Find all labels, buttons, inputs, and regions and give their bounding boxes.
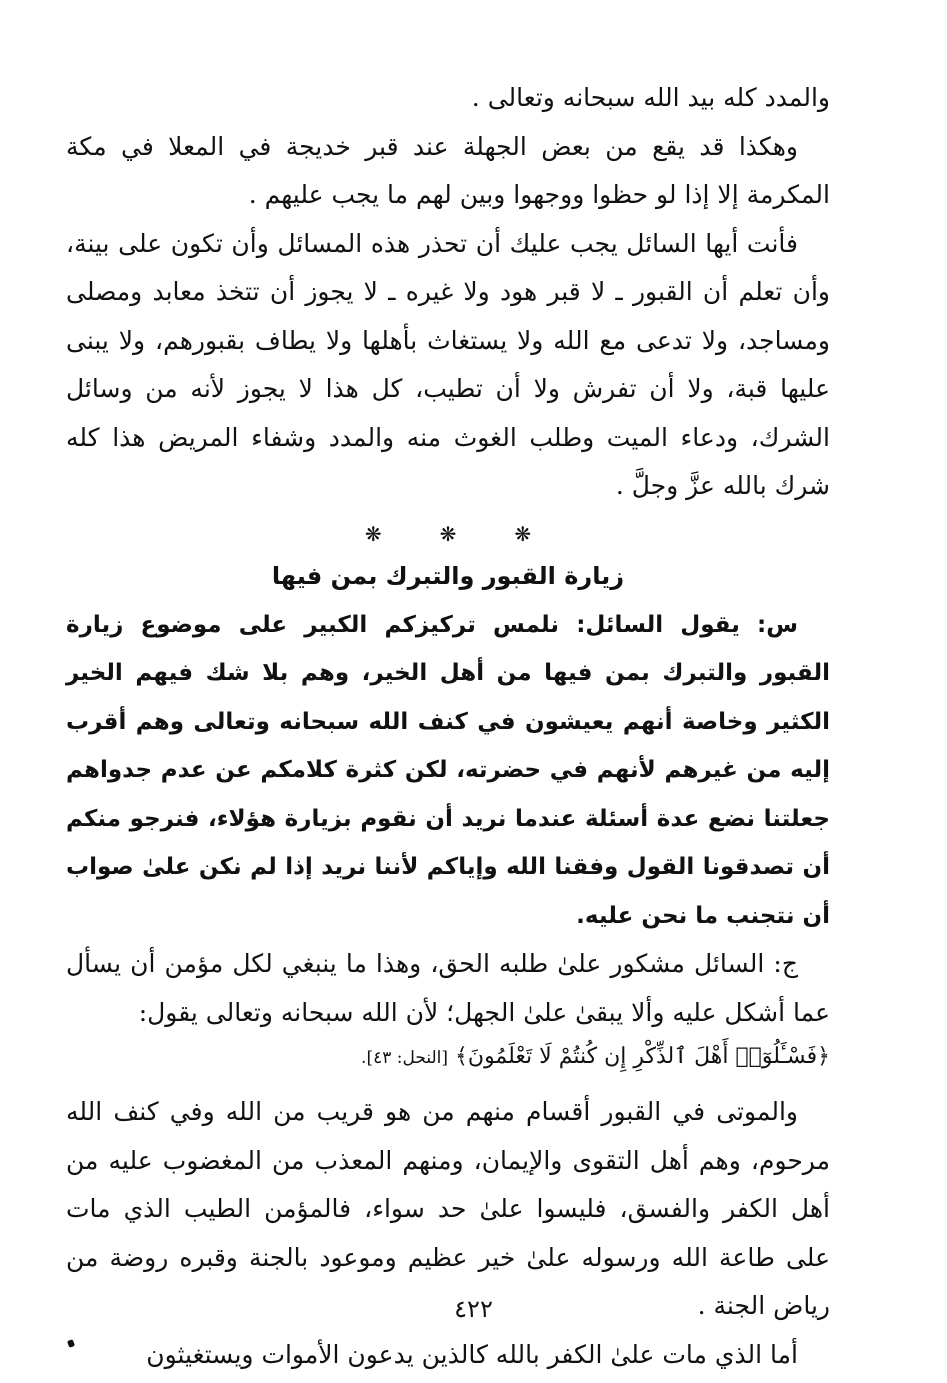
paragraph-bottom-1: والموتى في القبور أقسام منهم من هو قريب من الله وفي كنف الله مرحوم، وهم أهل التقوى والإيمان، ومنهم المعذب من المغضوب عليه من أهل الكفر والفسق، فليسوا علىٰ حد سواء، فالمؤمن الطيب الذي مات على طاعة الله ورسوله علىٰ خير عظيم وموعود بالجنة وقبره روضة من رياض الجنة .	[66, 1097, 830, 1320]
answer-paragraph: ج: السائل مشكور علىٰ طلبه الحق، وهذا ما ينبغي لكل مؤمن أن يسأل عما أشكل عليه وألا يبقىٰ علىٰ الجهل؛ لأن الله سبحانه وتعالى يقول:	[66, 949, 830, 1027]
verse-text: ﴿فَسْـَٔلُوٓا۟ أَهْلَ ٱلذِّكْرِ إِن كُنتُمْ لَا تَعْلَمُونَ﴾	[455, 1044, 830, 1069]
paragraph-top-1: والمدد كله بيد الله سبحانه وتعالى .	[471, 83, 830, 112]
page-body	[66, 74, 830, 1379]
paragraph-bottom-2: أما الذي مات علىٰ الكفر بالله كالذين يدعون الأموات ويستغيثون	[146, 1339, 798, 1369]
verse-reference: [النحل: ٤٣].	[361, 1048, 449, 1068]
separator-star: ❋	[439, 521, 457, 546]
page-number: ٤٢٢	[454, 1295, 493, 1323]
section-separator	[66, 517, 830, 551]
separator-star: ❋	[514, 521, 532, 546]
question-paragraph: س: يقول السائل: نلمس تركيزكم الكبير على موضوع زيارة القبور والتبرك بمن فيها من أهل الخير، وهم بلا شك فيهم الخير الكثير وخاصة أنهم يعيشون في كنف الله سبحانه وتعالى وهم أقرب إليه من غيرهم لأنهم في حضرته، لكن كثرة كلامكم عن عدم جدواهم جعلتنا نضع عدة أسئلة عندما نريد أن نقوم بزيارة هؤلاء، فنرجو منكم أن تصدقونا القول وفقنا الله وإياكم لأننا نريد إذا لم نكن علىٰ صواب أن نتجنب ما نحن عليه.	[66, 611, 830, 929]
separator-star: ❋	[364, 521, 382, 546]
section-title: زيارة القبور والتبرك بمن فيها	[271, 561, 625, 590]
paragraph-top-3: فأنت أيها السائل يجب عليك أن تحذر هذه المسائل وأن تكون على بينة، وأن تعلم أن القبور ـ لا قبر هود ولا غيره ـ لا يجوز أن تتخذ معابد ومصلى ومساجد، ولا تدعى مع الله ولا يستغاث بأهلها ولا يطاف بقبورهم، ولا يبنى عليها قبة، ولا أن تفرش ولا أن تطيب، كل هذا لا يجوز لأنه من وسائل الشرك، ودعاء الميت وطلب الغوث منه والمدد وشفاء المريض هذا كله شرك بالله عزَّ وجلَّ .	[66, 228, 830, 500]
quran-verse	[66, 1037, 830, 1078]
paragraph-top-2: وهكذا قد يقع من بعض الجهلة عند قبر خديجة في المعلا في مكة المكرمة إلا إذا لو حظوا ووجهوا وبين لهم ما يجب عليهم .	[66, 131, 830, 209]
